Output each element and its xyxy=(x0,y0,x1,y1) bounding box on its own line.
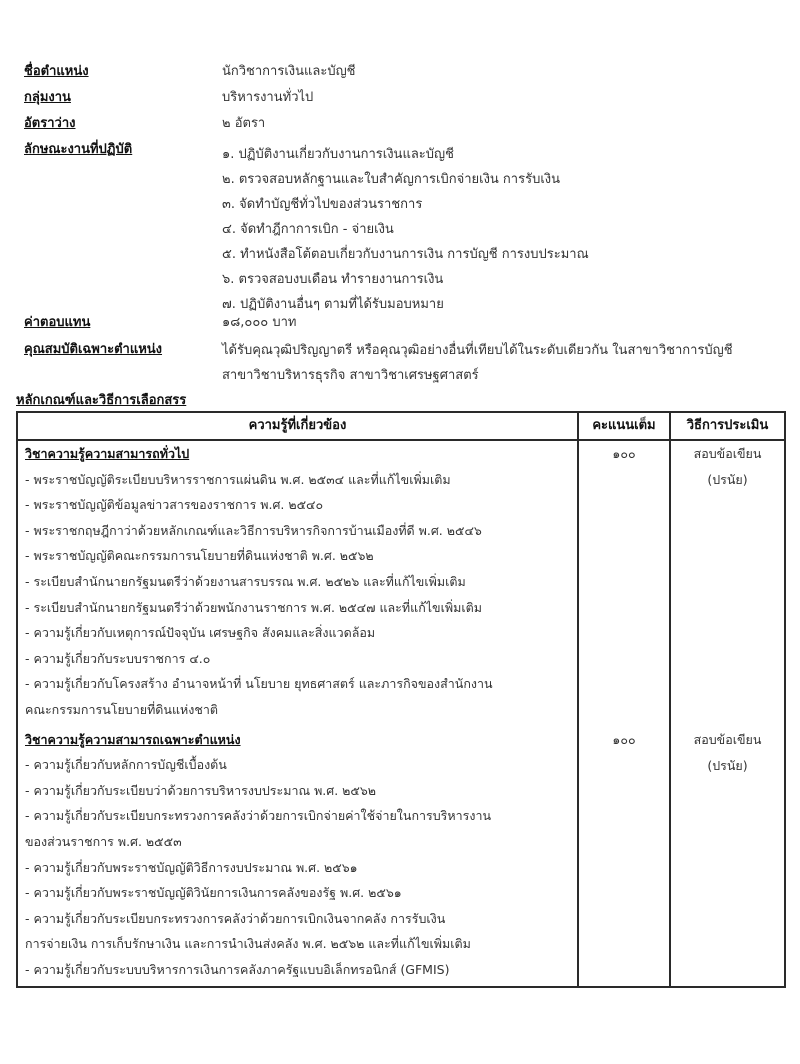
subject-title: วิชาความรู้ความสามารถเฉพาะตำแหน่ง xyxy=(25,731,241,747)
qualification-text xyxy=(222,338,792,388)
knowledge-item: ของส่วนราชการ พ.ศ. ๒๕๕๓ xyxy=(25,833,182,849)
salary-label: ค่าตอบแทน xyxy=(24,315,91,330)
duty-item: ๔. จัดทำฎีกาการเบิก - จ่ายเงิน xyxy=(222,222,394,237)
job-group-label: กลุ่มงาน xyxy=(24,90,71,105)
method-line-1: สอบข้อเขียน xyxy=(693,731,762,747)
qualification-line: ได้รับคุณวุฒิปริญญาตรี หรือคุณวุฒิอย่างอื่นที่เทียบได้ในระดับเดียวกัน ในสาขาวิชาการบัญชี xyxy=(222,343,733,358)
position-title-label: ชื่อตำแหน่ง xyxy=(24,64,89,79)
vacancy-label: อัตราว่าง xyxy=(24,116,76,131)
qualification-label: คุณสมบัติเฉพาะตำแหน่ง xyxy=(24,342,163,357)
criteria-table xyxy=(16,411,786,988)
header-knowledge: ความรู้ที่เกี่ยวข้อง xyxy=(17,412,578,440)
knowledge-item: - ความรู้เกี่ยวกับพระราชบัญญัติวินัยการเงินการคลังของรัฐ พ.ศ. ๒๕๖๑ xyxy=(25,885,402,901)
vacancy-row xyxy=(24,111,800,136)
method-line-1: สอบข้อเขียน xyxy=(693,446,762,461)
duty-item: ๗. ปฏิบัติงานอื่นๆ ตามที่ได้รับมอบหมาย xyxy=(222,297,444,312)
header-method: วิธีการประเมิน xyxy=(670,412,785,440)
knowledge-item: การจ่ายเงิน การเก็บรักษาเงิน และการนำเงินส่งคลัง พ.ศ. ๒๕๖๒ และที่แก้ไขเพิ่มเติม xyxy=(25,936,471,952)
knowledge-item: - ความรู้เกี่ยวกับโครงสร้าง อำนาจหน้าที่ นโยบาย ยุทธศาสตร์ และภารกิจของสำนักงาน xyxy=(25,676,493,692)
selection-criteria-heading: หลักเกณฑ์และวิธีการเลือกสรร xyxy=(16,393,187,408)
knowledge-item: คณะกรรมการนโยบายที่ดินแห่งชาติ xyxy=(25,701,218,717)
header-full-score: คะแนนเต็ม xyxy=(578,412,670,440)
knowledge-item: - ความรู้เกี่ยวกับเหตุการณ์ปัจจุบัน เศรษฐกิจ สังคมและสิ่งแวดล้อม xyxy=(25,625,376,641)
method-cell xyxy=(670,440,785,727)
duty-item: ๕. ทำหนังสือโต้ตอบเกี่ยวกับงานการเงิน การบัญชี การงบประมาณ xyxy=(222,247,589,262)
knowledge-item: - พระราชบัญญัติคณะกรรมการนโยบายที่ดินแห่งชาติ พ.ศ. ๒๕๖๒ xyxy=(25,548,374,564)
job-group-row xyxy=(24,85,800,110)
table-row xyxy=(17,440,785,727)
full-score-value: ๑๐๐ xyxy=(612,731,636,747)
duty-item: ๖. ตรวจสอบงบเดือน ทำรายงานการเงิน xyxy=(222,272,444,287)
full-score-value: ๑๐๐ xyxy=(612,446,636,461)
full-score-cell xyxy=(578,727,670,988)
subject-title: วิชาความรู้ความสามารถทั่วไป xyxy=(25,446,190,461)
table-header-row xyxy=(17,412,785,440)
knowledge-item: - พระราชบัญญัติข้อมูลข่าวสารของราชการ พ.ศ. ๒๕๔๐ xyxy=(25,497,324,513)
table-row xyxy=(17,727,785,988)
method-cell xyxy=(670,727,785,988)
knowledge-item: - ความรู้เกี่ยวกับระเบียบกระทรวงการคลังว่าด้วยการเบิกเงินจากคลัง การรับเงิน xyxy=(25,910,446,926)
knowledge-cell-specific xyxy=(17,727,578,988)
knowledge-item: - พระราชกฤษฎีกาว่าด้วยหลักเกณฑ์และวิธีการบริหารกิจการบ้านเมืองที่ดี พ.ศ. ๒๕๔๖ xyxy=(25,522,482,538)
duties-label: ลักษณะงานที่ปฏิบัติ xyxy=(24,142,133,157)
vacancy-value: ๒ อัตรา xyxy=(222,116,266,131)
method-line-2: (ปรนัย) xyxy=(707,472,748,487)
knowledge-item: - ความรู้เกี่ยวกับหลักการบัญชีเบื้องต้น xyxy=(25,757,227,773)
knowledge-item: - ระเบียบสำนักนายกรัฐมนตรีว่าด้วยพนักงานราชการ พ.ศ. ๒๕๔๗ และที่แก้ไขเพิ่มเติม xyxy=(25,599,482,615)
duty-item: ๒. ตรวจสอบหลักฐานและใบสำคัญการเบิกจ่ายเงิน การรับเงิน xyxy=(222,172,560,187)
duty-item: ๑. ปฏิบัติงานเกี่ยวกับงานการเงินและบัญชี xyxy=(222,147,454,162)
knowledge-item: - พระราชบัญญัติระเบียบบริหารราชการแผ่นดิน พ.ศ. ๒๕๓๔ และที่แก้ไขเพิ่มเติม xyxy=(25,471,451,487)
position-title-row xyxy=(24,59,800,84)
position-title-value: นักวิชาการเงินและบัญชี xyxy=(222,64,356,79)
duties-list xyxy=(222,142,589,317)
knowledge-item: - ความรู้เกี่ยวกับพระราชบัญญัติวิธีการงบประมาณ พ.ศ. ๒๕๖๑ xyxy=(25,859,358,875)
qualification-line: สาขาวิชาบริหารธุรกิจ สาขาวิชาเศรษฐศาสตร์ xyxy=(222,368,479,383)
salary-value: ๑๘,๐๐๐ บาท xyxy=(222,315,297,330)
full-score-cell xyxy=(578,440,670,727)
method-line-2: (ปรนัย) xyxy=(707,757,748,773)
knowledge-item: - ระเบียบสำนักนายกรัฐมนตรีว่าด้วยงานสารบรรณ พ.ศ. ๒๕๒๖ และที่แก้ไขเพิ่มเติม xyxy=(25,573,466,589)
knowledge-item: - ความรู้เกี่ยวกับระบบราชการ ๔.๐ xyxy=(25,650,211,666)
duty-item: ๓. จัดทำบัญชีทั่วไปของส่วนราชการ xyxy=(222,197,423,212)
knowledge-cell-general xyxy=(17,440,578,727)
knowledge-item: - ความรู้เกี่ยวกับระเบียบกระทรวงการคลังว่าด้วยการเบิกจ่ายค่าใช้จ่ายในการบริหารงาน xyxy=(25,808,492,824)
knowledge-item: - ความรู้เกี่ยวกับระเบียบว่าด้วยการบริหารงบประมาณ พ.ศ. ๒๕๖๒ xyxy=(25,782,377,798)
job-group-value: บริหารงานทั่วไป xyxy=(222,90,314,105)
knowledge-item: - ความรู้เกี่ยวกับระบบบริหารการเงินการคลังภาครัฐแบบอิเล็กทรอนิกส์ (GFMIS) xyxy=(25,961,450,977)
